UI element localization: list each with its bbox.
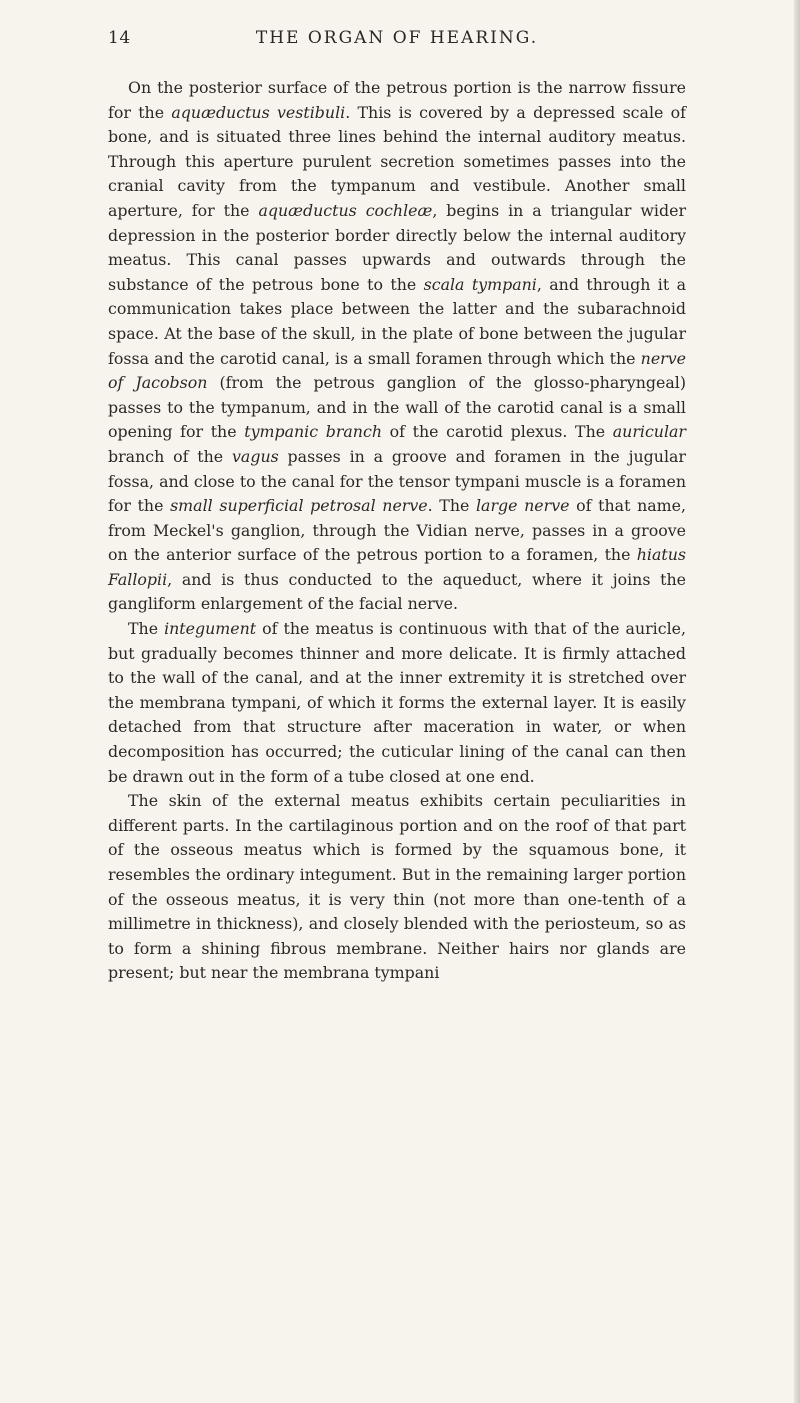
italic-term: vagus [231, 446, 279, 466]
italic-term: tympanic branch [244, 422, 382, 442]
paragraph-1 [108, 76, 686, 617]
italic-term: small superficial petrosal nerve [170, 496, 428, 516]
text-run: . This is covered by a depressed scale of bone, and is situated three lines behind the internal auditory meatus. Through this aperture purulent secretion sometimes passes into the cranial cavity from the tympanum and vestibule. Another small aperture, for the [108, 102, 686, 220]
page-edge-shadow [794, 0, 800, 1403]
paragraph-3 [108, 789, 686, 986]
text-run: passes in a groove and foramen in the jugular fossa, and close to the canal for the tensor tympani muscle is a foramen for the [108, 446, 686, 516]
body-text [108, 76, 686, 986]
text-run: of that name, from Meckel's ganglion, through the Vidian nerve, passes in a groove on the anterior surface of the petrous portion to a foramen, the [108, 496, 687, 565]
text-run: of the meatus is continuous with that of the auricle, but gradually becomes thinner and more delicate. It is firmly attached to the wall of the canal, and at the inner extremity it is stretched over the membrana tympani, of which it forms the external layer. It is easily detached from that structure after maceration in water, or when decomposition has occurred; the cuticular lining of the canal can then be drawn out in the form of a tube closed at one end. [108, 619, 686, 786]
italic-term: nerve of Jacobson [108, 348, 686, 393]
italic-term: integument [164, 619, 257, 639]
text-run: , and is thus conducted to the aqueduct, where it joins the gangliform enlargement of the facial nerve. [108, 569, 686, 614]
text-run: On the posterior surface of the petrous portion is the narrow fissure for the [108, 78, 686, 122]
text-run: (from the petrous ganglion of the glosso-pharyngeal) passes to the tympanum, and in the wall of the carotid canal is a small opening for the [108, 373, 686, 442]
text-run: . The [427, 496, 476, 516]
text-run: , and through it a communication takes place between the latter and the subarachnoid space. At the base of the skull, in the plate of bone between the jugular fossa and the carotid canal, is a small foramen through which the [108, 274, 686, 368]
page-header [108, 28, 686, 58]
italic-term: large nerve [476, 496, 570, 516]
italic-term: hiatus Fallopii [108, 545, 686, 589]
text-run: The skin of the external meatus exhibits certain peculiarities in different parts. In the cartilaginous portion and on the roof of that part of the osseous meatus which is formed by the squamous bone, it resembles the ordinary integument. But in the remaining larger portion of the osseous meatus, it is very thin (not more than one-tenth of a millimetre in thickness), and closely blended with the periosteum, so as to form a shining fibrous membrane. Neither hairs nor glands are present; but near the membrana tympani [108, 791, 686, 983]
text-run: , begins in a triangular wider depression in the posterior border directly below the internal auditory meatus. This canal passes upwards and outwards through the substance of the petrous bone to the [108, 200, 686, 294]
text-run: The [128, 619, 165, 639]
paragraph-2 [108, 617, 686, 789]
italic-term: scala tympani [423, 274, 537, 294]
italic-term: auricular [612, 422, 686, 442]
page-number: 14 [108, 28, 131, 48]
text-run: of the carotid plexus. The [382, 422, 613, 442]
running-title: THE ORGAN OF HEARING. [255, 28, 539, 48]
italic-term: aquæductus vestibuli [171, 102, 346, 122]
text-run: branch of the [108, 446, 232, 466]
italic-term: aquæductus cochleæ [258, 200, 433, 220]
